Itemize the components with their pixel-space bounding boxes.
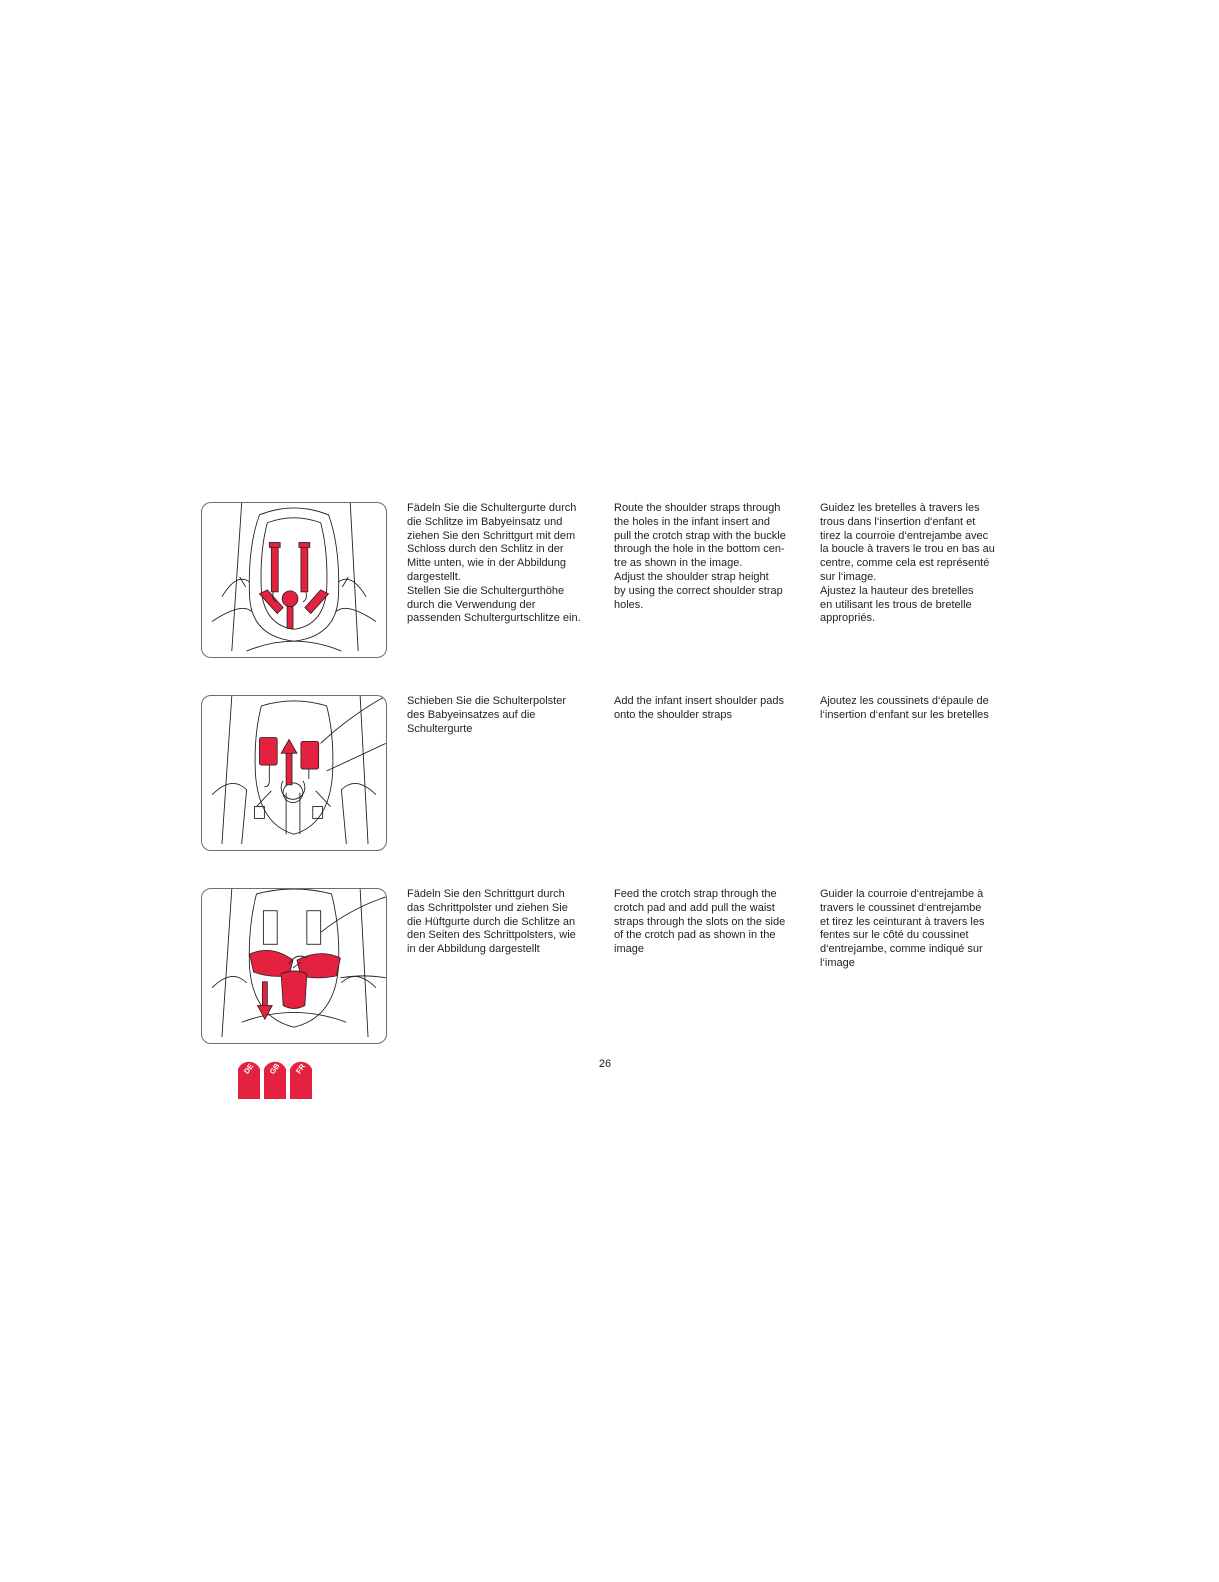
language-tabs <box>237 1055 317 1099</box>
seat-harness-illustration <box>202 503 386 657</box>
instruction-step-1 <box>201 502 1021 660</box>
step-1-text-de: Fädeln Sie die Schultergurte durch die Schlitze im Babyeinsatz und ziehen Sie den Schrittgurt mit dem Schloss durch den Schlitz in der Mitte unten, wie in der Abbildung dargestellt. Stellen Sie die Schultergurthöhe durch die Verwendung der passenden Schultergurtschlitze ein. <box>407 502 581 625</box>
language-tab-de-label: DE <box>241 1061 256 1076</box>
instruction-step-2 <box>201 695 1021 853</box>
language-tab-de <box>238 1062 260 1099</box>
instruction-step-3 <box>201 888 1021 1046</box>
step-3-illustration <box>201 888 387 1044</box>
language-tab-gb-label: GB <box>267 1061 282 1076</box>
language-tab-gb <box>264 1061 286 1099</box>
step-2-text-de: Schieben Sie die Schulterpolster des Babyeinsatzes auf die Schultergurte <box>407 695 566 735</box>
step-2-text-gb: Add the infant insert shoulder pads onto the shoulder straps <box>614 695 785 721</box>
step-3-text-fr: Guider la courroie d‘entrejambe à travers le coussinet d‘entrejambe et tirez les ceinturant à travers les fentes sur le côté du coussinet d‘entrejambe, comme indiqué sur l‘image <box>820 888 985 969</box>
step-1-text-fr: Guidez les bretelles à travers les trous dans l‘insertion d‘enfant et tirez la courroie d‘entrejambe avec la boucle à travers le trou en bas au centre, comme cela est représenté sur l‘image. Ajustez la hauteur des bretelles en utilisant les trous de bretelle appropriés. <box>820 502 995 625</box>
step-3-text-gb: Feed the crotch strap through the crotch pad and add pull the waist straps through the slots on the side of the crotch pad as shown in the image <box>614 888 786 956</box>
shoulder-pad-illustration <box>202 696 386 850</box>
language-tab-fr-label: FR <box>294 1062 308 1076</box>
language-tab-fr <box>290 1062 312 1099</box>
step-1-illustration <box>201 502 387 658</box>
step-3-text-de: Fädeln Sie den Schrittgurt durch das Schrittpolster und ziehen Sie die Hüftgurte durch die Schlitze an den Seiten des Schrittpolsters, wie in der Abbildung dargestellt <box>407 888 576 956</box>
step-2-text-fr: Ajoutez les coussinets d‘épaule de l‘insertion d‘enfant sur les bretelles <box>820 695 989 721</box>
step-2-illustration <box>201 695 387 851</box>
crotch-pad-illustration <box>202 889 386 1043</box>
step-1-text-gb: Route the shoulder straps through the holes in the infant insert and pull the crotch strap with the buckle through the hole in the bottom cen- tre as shown in the image. Adjust the shoulder strap height by using the correct shoulder strap holes. <box>614 502 786 611</box>
page-number: 26 <box>598 1058 612 1070</box>
